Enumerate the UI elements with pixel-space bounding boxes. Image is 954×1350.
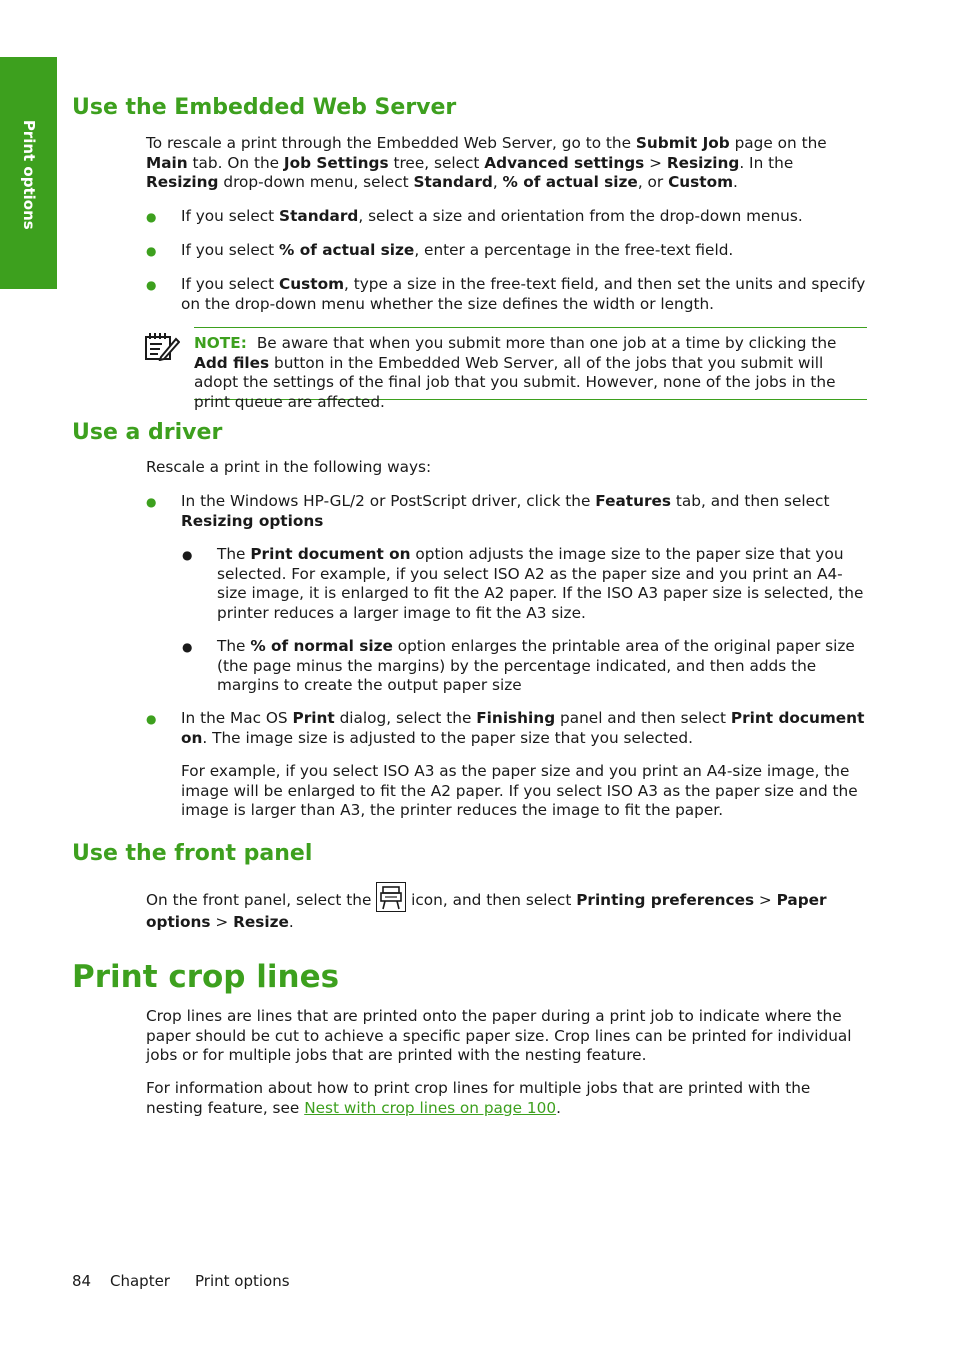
note-text <box>194 334 866 412</box>
note-icon <box>144 331 180 361</box>
section-heading-use-a-driver: Use a driver <box>72 420 223 445</box>
section1-bullet-percent: If you select % of actual size, enter a percentage in the free-text field. <box>181 241 734 259</box>
footer-chapter: Chapter <box>110 1272 170 1290</box>
note-label: NOTE: <box>194 334 247 352</box>
section-heading-front-panel: Use the front panel <box>72 841 313 866</box>
footer-chapter-title: Print options <box>195 1272 290 1290</box>
nest-crop-lines-link[interactable]: Nest with crop lines on page 100 <box>304 1098 557 1117</box>
bullet-marker: ● <box>146 712 157 726</box>
section4-para2: For information about how to print crop lines for multiple jobs that are printed with the nesting feature, see Nest with crop lines on page 100. <box>146 1079 811 1117</box>
section-heading-embedded-web-server: Use the Embedded Web Server <box>72 95 457 120</box>
sub-bullet-marker: ● <box>182 640 193 654</box>
section2-sub-percent-normal: The % of normal size option enlarges the printable area of the original paper size (the page minus the margins) by the percentage indicated, and then adds the margins to create the output paper size <box>217 637 855 694</box>
side-chapter-tab <box>0 57 57 289</box>
bullet-marker: ● <box>146 244 157 258</box>
bullet-marker: ● <box>146 278 157 292</box>
bullet-marker: ● <box>146 210 157 224</box>
section1-bullet-custom: If you select Custom, type a size in the free-text field, and then set the units and specify on the drop-down menu whether the size defines the width or length. <box>181 275 866 313</box>
note-body: Be aware that when you submit more than one job at a time by clicking the Add files button in the Embedded Web Server, all of the jobs that you submit will adopt the settings of the final job that you submit. However, none of the jobs in the print queue are affected. <box>194 334 837 411</box>
side-tab-label: Print options <box>19 119 38 230</box>
printer-setup-icon <box>376 882 406 912</box>
section1-bullet-standard: If you select Standard, select a size and orientation from the drop-down menus. <box>181 207 803 225</box>
page-number: 84 <box>72 1272 92 1290</box>
bullet-marker: ● <box>146 495 157 509</box>
section2-bullet-windows: In the Windows HP-GL/2 or PostScript driver, click the Features tab, and then select Resizing options <box>181 492 830 530</box>
section1-intro: To rescale a print through the Embedded Web Server, go to the Submit Job page on the Main tab. On the Job Settings tree, select Advanced settings > Resizing. In the Resizing drop-down menu, select Standard, % of actual size, or Custom. <box>146 134 827 191</box>
sub-bullet-marker: ● <box>182 548 193 562</box>
section2-bullet-mac: In the Mac OS Print dialog, select the Finishing panel and then select Print document on. The image size is adjusted to the paper size that you selected. <box>181 709 865 747</box>
section-heading-print-crop-lines: Print crop lines <box>72 959 340 995</box>
section2-intro: Rescale a print in the following ways: <box>146 458 432 476</box>
section2-bullet-mac-example: For example, if you select ISO A3 as the paper size and you print an A4-size image, the image will be enlarged to fit the A2 paper. If you select ISO A3 as the paper size and the image is larger than A3, the printer reduces the image to fit the paper. <box>181 762 858 819</box>
section3-text: On the front panel, select the icon, and then select Printing preferences > Paper options > Resize. <box>146 882 868 933</box>
section4-para1: Crop lines are lines that are printed onto the paper during a print job to indicate where the paper should be cut to achieve a specific paper size. Crop lines can be printed for individual jobs or for multiple jobs that are printed with the nesting feature. <box>146 1007 852 1064</box>
section2-sub-print-document-on: The Print document on option adjusts the image size to the paper size that you selected. For example, if you select ISO A2 as the paper size and you print an A4-size image, it is enlarged to fit the A2 paper. If the ISO A3 paper size is selected, the printer reduces a larger image to fit the A3 size. <box>217 545 864 622</box>
